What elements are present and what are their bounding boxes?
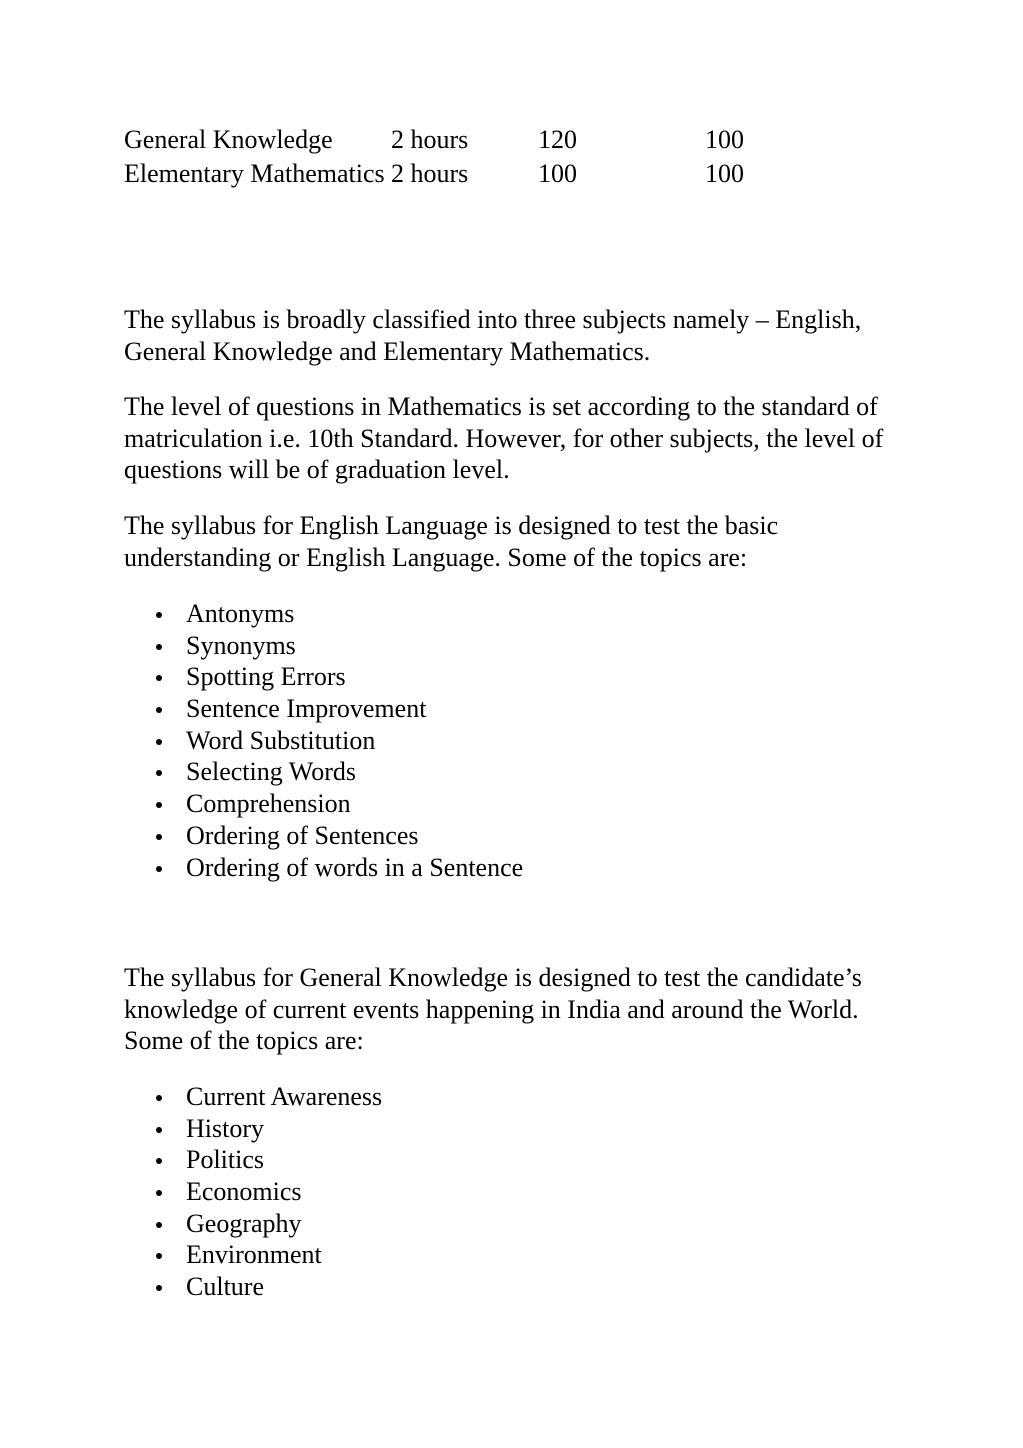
- list-item: Synonyms: [124, 630, 523, 662]
- bullet-icon: [156, 866, 162, 872]
- syllabus-overview-paragraph: The syllabus is broadly classified into three subjects namely – English, General Knowledge and Elementary Mathematics.: [124, 305, 862, 366]
- table-row: [124, 124, 804, 158]
- bullet-icon: [156, 834, 162, 840]
- subject-cell: General Knowledge: [124, 125, 333, 154]
- list-item: Word Substitution: [124, 725, 523, 757]
- bullet-icon: [156, 1158, 162, 1164]
- gk-intro-paragraph: The syllabus for General Knowledge is designed to test the candidate’s knowledge of current events happening in India and around the World. Some of the topics are:: [124, 963, 862, 1056]
- list-item: Politics: [124, 1144, 382, 1176]
- exam-schedule-table: [124, 124, 804, 192]
- bullet-icon: [156, 770, 162, 776]
- list-item: Current Awareness: [124, 1081, 382, 1113]
- bullet-icon: [156, 1285, 162, 1291]
- document-page: [124, 124, 924, 1302]
- questions-cell: 120: [538, 125, 577, 154]
- list-item: Ordering of Sentences: [124, 820, 523, 852]
- subject-cell: Elementary Mathematics: [124, 159, 385, 188]
- bullet-icon: [156, 1127, 162, 1133]
- bullet-icon: [156, 1095, 162, 1101]
- bullet-icon: [156, 802, 162, 808]
- english-topics-list: [124, 598, 523, 883]
- marks-cell: 100: [705, 125, 744, 154]
- bullet-icon: [156, 612, 162, 618]
- bullet-icon: [156, 644, 162, 650]
- list-item: History: [124, 1113, 382, 1145]
- list-item: Culture: [124, 1271, 382, 1303]
- marks-cell: 100: [705, 159, 744, 188]
- list-item: Geography: [124, 1208, 382, 1240]
- gk-topics-list: [124, 1081, 382, 1303]
- bullet-icon: [156, 1253, 162, 1259]
- list-item: Comprehension: [124, 788, 523, 820]
- list-item: Sentence Improvement: [124, 693, 523, 725]
- list-item: Antonyms: [124, 598, 523, 630]
- duration-cell: 2 hours: [391, 125, 469, 154]
- bullet-icon: [156, 675, 162, 681]
- bullet-icon: [156, 707, 162, 713]
- bullet-icon: [156, 1190, 162, 1196]
- question-level-paragraph: The level of questions in Mathematics is set according to the standard of matriculation i.e. 10th Standard. However, for other subjects, the level of questions will be of graduation level.: [124, 392, 884, 485]
- list-item: Economics: [124, 1176, 382, 1208]
- english-intro-paragraph: The syllabus for English Language is designed to test the basic understanding or English Language. Some of the topics are:: [124, 511, 779, 572]
- questions-cell: 100: [538, 159, 577, 188]
- list-item: Selecting Words: [124, 756, 523, 788]
- list-item: Ordering of words in a Sentence: [124, 852, 523, 884]
- list-item: Environment: [124, 1239, 382, 1271]
- table-row: [124, 158, 804, 192]
- bullet-icon: [156, 739, 162, 745]
- list-item: Spotting Errors: [124, 661, 523, 693]
- bullet-icon: [156, 1222, 162, 1228]
- duration-cell: 2 hours: [391, 159, 469, 188]
